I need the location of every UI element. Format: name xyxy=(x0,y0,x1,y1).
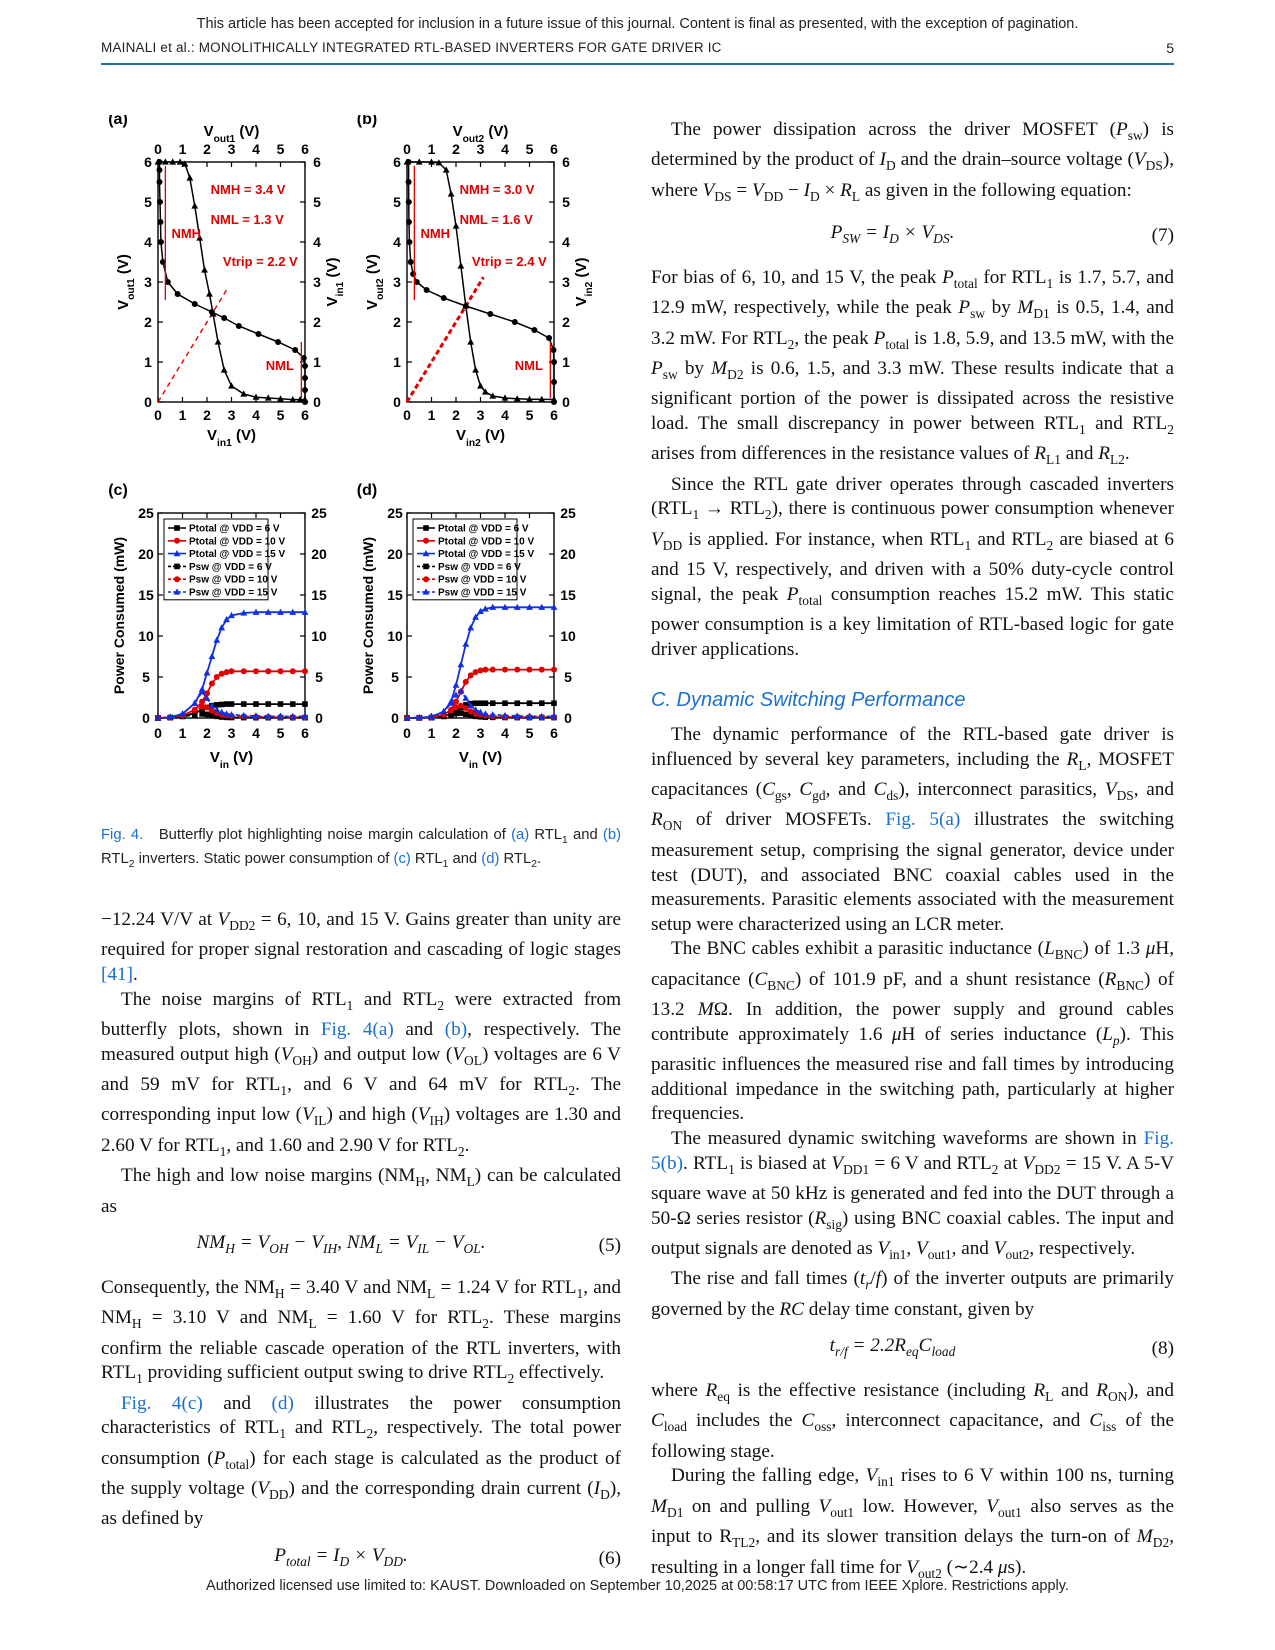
vtrip-value: Vtrip = 2.2 V xyxy=(222,254,298,269)
data-point xyxy=(156,179,162,185)
x-tick-label: 2 xyxy=(452,725,460,741)
x-tick-label: 3 xyxy=(476,725,485,741)
data-point xyxy=(241,701,247,707)
data-point xyxy=(253,701,259,707)
legend-marker xyxy=(423,538,429,544)
legend-label: Psw @ VDD = 6 V xyxy=(189,561,272,573)
data-point xyxy=(156,167,162,173)
y-tick-label: 3 xyxy=(313,274,321,290)
x-tick-label: 0 xyxy=(403,725,411,741)
data-point xyxy=(514,700,520,706)
y-tick-label: 0 xyxy=(313,394,321,410)
data-point xyxy=(448,190,455,196)
data-point xyxy=(215,338,222,344)
nml-value: NML = 1.6 V xyxy=(459,212,533,227)
data-point xyxy=(221,366,228,372)
y-tick-label: 1 xyxy=(393,354,401,370)
y-tick-label: 3 xyxy=(393,274,401,290)
data-point xyxy=(546,335,552,341)
panel-label: (c) xyxy=(108,482,128,499)
y-tick-label: 15 xyxy=(560,587,576,603)
data-point xyxy=(551,399,557,405)
x-axis-label: $V_{in}$ (V) xyxy=(209,749,254,771)
y-axis-label: $V_{out1}$ (V) xyxy=(115,254,137,310)
x-tick-label: 3 xyxy=(227,407,236,423)
data-point xyxy=(204,712,210,718)
data-point xyxy=(467,624,474,630)
x-tick-label: 4 xyxy=(501,141,509,157)
page-number: 5 xyxy=(1166,40,1174,56)
data-point xyxy=(468,672,474,678)
x-tick-label: 2 xyxy=(203,407,211,423)
data-point xyxy=(236,323,242,329)
data-point xyxy=(551,700,557,706)
x-tick-label: 5 xyxy=(276,141,285,157)
y-tick-label: 5 xyxy=(564,669,572,685)
footer-license: Authorized licensed use limited to: KAUST. Downloaded on September 10,2025 at 00:58:17 UTC from IEEE Xplore. Restrictions apply. xyxy=(206,1578,1069,1594)
y-tick-label: 20 xyxy=(311,546,327,562)
data-point xyxy=(482,667,488,673)
data-point xyxy=(406,159,412,165)
y-axis-label-right: $V_{in2}$ (V) xyxy=(573,257,595,307)
y-tick-label: 20 xyxy=(560,546,576,562)
legend-label: Psw @ VDD = 15 V xyxy=(438,587,527,599)
vtrip-value: Vtrip = 2.4 V xyxy=(471,254,547,269)
x-tick-label: 0 xyxy=(403,141,411,157)
legend-label: Psw @ VDD = 10 V xyxy=(438,574,527,586)
nmh-label: NMH xyxy=(420,226,451,241)
nmh-label: NMH xyxy=(171,226,202,241)
x-tick-label: 6 xyxy=(301,407,309,423)
data-point xyxy=(478,700,484,706)
x-tick-label: 0 xyxy=(403,407,411,423)
x-tick-label: 0 xyxy=(154,141,162,157)
acceptance-notice: This article has been accepted for inclusion in a future issue of this journal. Content is final as presented, with the exception of pagination. xyxy=(196,16,1079,32)
y-tick-label: 1 xyxy=(562,354,570,370)
paragraph: The measured dynamic switching waveforms are shown in Fig. 5(b). $RTL_1$ is biased at $V_{DD1} = 6$ V and $RTL_2$ at $V_{DD2} = 15$ V. A 5-V square wave at 50 kHz is generated and fed into the DUT through a 50-Ω series resistor $(R_{sig})$ using BNC coaxial cables. The input and output signals are denoted as $V_{in1}$, $V_{out1}$, and $V_{out2}$, respectively. xyxy=(651,1127,1174,1262)
data-point xyxy=(551,667,557,673)
data-point xyxy=(158,239,164,245)
y-tick-label: 2 xyxy=(144,314,152,330)
data-point xyxy=(514,667,520,673)
y-axis-label: Power Consumed (mW) xyxy=(111,536,127,695)
paragraph: −12.24 V/V at $V_{DD2} = 6$, 10, and 15 V. Gains greater than unity are required for proper signal restoration and cascading of logic stages [41]. xyxy=(101,909,621,986)
x-tick-label: 1 xyxy=(427,141,436,157)
y-tick-label: 0 xyxy=(562,394,570,410)
legend-label: Ptotal @ VDD = 6 V xyxy=(438,523,529,535)
data-point xyxy=(463,712,469,718)
x-tick-label: 6 xyxy=(550,725,558,741)
x-tick-label: 4 xyxy=(252,725,260,741)
data-point xyxy=(490,667,496,673)
x-tick-label: 1 xyxy=(178,407,187,423)
y-axis-label: $V_{out2}$ (V) xyxy=(364,254,386,310)
data-point xyxy=(453,222,460,228)
data-point xyxy=(551,347,557,353)
data-point xyxy=(229,668,235,674)
x-tick-label: 6 xyxy=(550,407,558,423)
data-point xyxy=(473,700,479,706)
data-point xyxy=(290,701,296,707)
data-point xyxy=(408,259,414,265)
data-point xyxy=(275,339,281,345)
data-point xyxy=(156,159,162,165)
legend-label: Ptotal @ VDD = 10 V xyxy=(189,536,286,548)
data-point xyxy=(502,667,508,673)
data-point xyxy=(551,359,557,365)
data-point xyxy=(157,219,163,225)
x-tick-label: 1 xyxy=(178,141,187,157)
data-point xyxy=(157,199,163,205)
figure-4 xyxy=(101,115,621,820)
y-tick-label: 0 xyxy=(142,710,150,726)
y-tick-label: 5 xyxy=(393,194,401,210)
legend-marker xyxy=(423,564,429,570)
y-tick-label: 6 xyxy=(144,154,152,170)
equation-5: $NM_H = V_{OH} - V_{IH}$, $NM_L = V_{IL} - V_{OL}$. (5) xyxy=(196,1232,621,1257)
x-tick-label: 5 xyxy=(276,725,285,741)
data-point xyxy=(302,387,308,393)
y-tick-label: 1 xyxy=(313,354,321,370)
data-point xyxy=(527,667,533,673)
data-point xyxy=(477,382,484,388)
x-tick-label: 6 xyxy=(301,725,309,741)
legend-marker xyxy=(174,564,180,570)
x-tick-label: 5 xyxy=(525,407,534,423)
data-point xyxy=(192,301,198,307)
x-tick-label: 2 xyxy=(452,407,460,423)
y-tick-label: 25 xyxy=(311,505,327,521)
y-tick-label: 15 xyxy=(387,587,403,603)
data-point xyxy=(302,363,308,369)
nml-label: NML xyxy=(514,358,543,373)
data-point xyxy=(265,668,271,674)
data-point xyxy=(191,202,198,208)
x-tick-label: 5 xyxy=(525,141,534,157)
paragraph: Fig. 4(c) and (d) illustrates the power consumption characteristics of $RTL_1$ and $RTL_2$, respectively. The total power consumption $(P_{total})$ for each stage is calculated as the product of the supply voltage $(V_{DD})$ and the corresponding drain current $(I_D)$, as defined by xyxy=(101,1392,621,1530)
data-point xyxy=(219,702,225,708)
x-tick-label: 4 xyxy=(501,407,509,423)
x-tick-label: 5 xyxy=(276,407,285,423)
legend-marker xyxy=(423,525,429,531)
y-tick-label: 5 xyxy=(391,669,399,685)
data-point xyxy=(406,179,412,185)
x-tick-label: 3 xyxy=(227,725,236,741)
data-point xyxy=(441,295,447,301)
data-point xyxy=(463,303,469,309)
data-point xyxy=(192,708,198,714)
legend-label: Ptotal @ VDD = 6 V xyxy=(189,523,280,535)
nmh-value: NMH = 3.0 V xyxy=(459,182,535,197)
paragraph: Consequently, the $NM_H = 3.40$ V and $NM_L = 1.24$ V for $RTL_1$, and $NM_H = 3.10$ V and $NM_L = 1.60$ V for $RTL_2$. These margins confirm the reliable cascade operation of the RTL inverters, with $RTL_1$ providing sufficient output swing to drive $RTL_2$ effectively. xyxy=(101,1276,621,1387)
legend-label: Ptotal @ VDD = 10 V xyxy=(438,536,535,548)
data-point xyxy=(201,266,208,272)
data-point xyxy=(551,379,557,385)
data-point xyxy=(240,390,247,396)
y-tick-label: 25 xyxy=(560,505,576,521)
legend-label: Ptotal @ VDD = 15 V xyxy=(189,549,286,561)
data-point xyxy=(290,668,296,674)
data-point xyxy=(214,674,220,680)
running-title: MAINALI et al.: MONOLITHICALLY INTEGRATED RTL-BASED INVERTERS FOR GATE DRIVER IC xyxy=(101,40,722,55)
data-point xyxy=(221,315,227,321)
y-tick-label: 15 xyxy=(311,587,327,603)
y-tick-label: 10 xyxy=(311,628,327,644)
y-tick-label: 0 xyxy=(391,710,399,726)
data-point xyxy=(209,653,216,659)
y-tick-label: 5 xyxy=(144,194,152,210)
data-point xyxy=(199,711,205,717)
y-tick-label: 25 xyxy=(387,505,403,521)
y-tick-label: 5 xyxy=(313,194,321,210)
legend-marker xyxy=(423,576,429,582)
data-point xyxy=(206,290,213,296)
x-tick-label: 0 xyxy=(154,725,162,741)
x-tick-label: 1 xyxy=(178,725,187,741)
y-tick-label: 2 xyxy=(562,314,570,330)
data-point xyxy=(467,338,474,344)
header-rule xyxy=(101,63,1174,65)
figure-4-svg xyxy=(101,115,621,815)
section-heading: C. Dynamic Switching Performance xyxy=(651,689,966,712)
x-tick-label: 5 xyxy=(525,725,534,741)
legend-marker xyxy=(174,576,180,582)
data-point xyxy=(302,668,308,674)
y-tick-label: 10 xyxy=(138,628,154,644)
data-point xyxy=(265,701,271,707)
x-tick-label: 1 xyxy=(427,725,436,741)
x-tick-label: 3 xyxy=(227,141,236,157)
y-tick-label: 1 xyxy=(144,354,152,370)
data-point xyxy=(489,711,496,717)
data-point xyxy=(406,239,412,245)
x-axis-label: $V_{in1}$ (V) xyxy=(207,427,256,449)
data-point xyxy=(302,701,308,707)
x-axis-label: $V_{in2}$ (V) xyxy=(456,427,505,449)
paragraph: For bias of 6, 10, and 15 V, the peak $P_{total}$ for $RTL_1$ is 1.7, 5.7, and 12.9 mW, respectively, while the peak $P_{sw}$ by $M_{D1}$ is 0.5, 1.4, and 3.2 mW. For $RTL_2$, the peak $P_{total}$ is 1.8, 5.9, and 13.5 mW, with the $P_{sw}$ by $M_{D2}$ is 0.6, 1.5, and 3.3 mW. These results indicate that a significant portion of the power is dissipated across the resistive load. The small discrepancy in power between $RTL_1$ and $RTL_2$ arises from differences in the resistance values of $R_{L1}$ and $R_{L2}$. xyxy=(651,266,1174,468)
y-tick-label: 5 xyxy=(142,669,150,685)
x-tick-label: 4 xyxy=(252,407,260,423)
y-tick-label: 15 xyxy=(138,587,154,603)
y-axis-label-right: $V_{in1}$ (V) xyxy=(324,257,346,307)
y-tick-label: 3 xyxy=(562,274,570,290)
y-tick-label: 0 xyxy=(393,394,401,410)
data-point xyxy=(512,319,518,325)
data-point xyxy=(406,199,412,205)
x-axis-label: $V_{in}$ (V) xyxy=(458,749,503,771)
paragraph: The power dissipation across the driver MOSFET $(P_{sw})$ is determined by the product of $I_D$ and the drain–source voltage $(V_{DS})$, where $V_{DS} = V_{DD} - I_D \times R_L$ as given in the following equation: xyxy=(651,119,1175,204)
y-tick-label: 0 xyxy=(144,394,152,410)
data-point xyxy=(213,637,220,643)
data-point xyxy=(502,700,508,706)
legend-label: Ptotal @ VDD = 15 V xyxy=(438,549,535,561)
x-tick-label: 1 xyxy=(427,407,436,423)
data-point xyxy=(458,661,465,667)
x-tick-label: 0 xyxy=(154,407,162,423)
data-point xyxy=(302,375,308,381)
top-axis-label: $V_{out1}$ (V) xyxy=(203,123,260,145)
x-tick-label: 2 xyxy=(452,141,460,157)
y-tick-label: 4 xyxy=(393,234,401,250)
nmh-value: NMH = 3.4 V xyxy=(210,182,286,197)
data-point xyxy=(278,668,284,674)
paragraph: During the falling edge, $V_{in1}$ rises to 6 V within 100 ns, turning $M_{D1}$ on and pulling $V_{out1}$ low. However, $V_{out1}$ also serves as the input to $R_{TL2}$, and its slower transition delays the turn-on of $M_{D2}$, resulting in a longer fall time for $V_{out2}$ (∼2.4 μs). xyxy=(651,1465,1174,1581)
panel-label: (b) xyxy=(356,115,378,128)
data-point xyxy=(406,219,412,225)
data-point xyxy=(229,701,235,707)
data-point xyxy=(424,287,430,293)
data-point xyxy=(462,641,469,647)
data-point xyxy=(255,331,261,337)
data-point xyxy=(539,700,545,706)
legend-label: Psw @ VDD = 6 V xyxy=(438,561,521,573)
x-tick-label: 6 xyxy=(550,141,558,157)
data-point xyxy=(302,399,308,405)
legend-marker xyxy=(174,538,180,544)
y-tick-label: 20 xyxy=(138,546,154,562)
y-tick-label: 5 xyxy=(315,669,323,685)
legend-label: Psw @ VDD = 10 V xyxy=(189,574,278,586)
y-tick-label: 5 xyxy=(562,194,570,210)
data-point xyxy=(453,711,459,717)
caption-label: Fig. 4. xyxy=(101,827,144,843)
data-point xyxy=(410,271,416,277)
data-point xyxy=(453,682,460,688)
legend-marker xyxy=(174,525,180,531)
equation-8: $t_{r/f} = 2.2R_{eq}C_{load}$ (8) xyxy=(829,1335,1174,1360)
data-point xyxy=(490,700,496,706)
y-tick-label: 20 xyxy=(387,546,403,562)
data-point xyxy=(228,382,235,388)
nml-label: NML xyxy=(265,358,294,373)
legend-label: Psw @ VDD = 15 V xyxy=(189,587,278,599)
top-axis-label: $V_{out2}$ (V) xyxy=(452,123,509,145)
paragraph: Since the RTL gate driver operates through cascaded inverters $(RTL_1 \to RTL_2)$, there is continuous power consumption whenever $V_{DD}$ is applied. For instance, when $RTL_1$ and $RTL_2$ are biased at 6 and 15 V, respectively, and driven with a 50% duty-cycle control signal, the peak $P_{total}$ consumption reaches 15.2 mW. This static power consumption is a key limitation of RTL-based logic for gate driver applications. xyxy=(651,473,1174,660)
data-point xyxy=(278,701,284,707)
panel-label: (a) xyxy=(108,115,128,128)
series-line xyxy=(158,671,305,718)
data-point xyxy=(531,327,537,333)
data-point xyxy=(224,701,230,707)
y-tick-label: 4 xyxy=(562,234,570,250)
data-point xyxy=(483,700,489,706)
y-tick-label: 25 xyxy=(138,505,154,521)
data-point xyxy=(472,366,479,372)
figure-caption: Fig. 4. Butterfly plot highlighting noise margin calculation of (a) $RTL_1$ and (b) $RTL_2$ inverters. Static power consumption of (c) $RTL_1$ and (d) $RTL_2$. xyxy=(101,827,621,870)
y-tick-label: 3 xyxy=(144,274,152,290)
paragraph: The high and low noise margins ($NM_H$, $NM_L$) can be calculated as xyxy=(101,1165,622,1217)
paragraph: The dynamic performance of the RTL-based gate driver is influenced by several key parameters, including the $R_L$, MOSFET capacitances ($C_{gs}$, $C_{gd}$, and $C_{ds}$), interconnect parasitics, $V_{DS}$, and $R_{ON}$ of driver MOSFETs. Fig. 5(a) illustrates the switching measurement setup, comprising the signal generator, device under test (DUT), and associated BNC coaxial cables used in the measurements. Parasitic elements associated with the measurement setup were characterized using an LCR meter. xyxy=(651,724,1174,935)
data-point xyxy=(204,669,211,675)
y-tick-label: 6 xyxy=(562,154,570,170)
x-tick-label: 3 xyxy=(476,407,485,423)
y-tick-label: 0 xyxy=(564,710,572,726)
data-point xyxy=(175,291,181,297)
data-point xyxy=(253,668,259,674)
data-point xyxy=(487,311,493,317)
right-column xyxy=(651,118,1174,1586)
y-tick-label: 6 xyxy=(313,154,321,170)
y-tick-label: 2 xyxy=(313,314,321,330)
y-tick-label: 6 xyxy=(393,154,401,170)
nml-value: NML = 1.3 V xyxy=(210,212,284,227)
paragraph: The BNC cables exhibit a parasitic inductance $(L_{BNC})$ of 1.3 μH, capacitance $(C_{BNC})$ of 101.9 pF, and a shunt resistance $(R_{BNC})$ of 13.2 MΩ. In addition, the power supply and ground cables contribute approximately 1.6 μH of series inductance $(L_p)$. This parasitic influences the measured rise and fall times by introducing additional impedance in the switching path, particularly at higher frequencies. xyxy=(651,938,1175,1125)
y-tick-label: 0 xyxy=(315,710,323,726)
paragraph: The rise and fall times $(t_r/f)$ of the inverter outputs are primarily governed by the RC delay time constant, given by xyxy=(651,1268,1174,1320)
data-point xyxy=(448,708,454,714)
data-point xyxy=(527,700,533,706)
y-tick-label: 4 xyxy=(313,234,321,250)
paragraph: where $R_{eq}$ is the effective resistance (including $R_L$ and $R_{ON}$), and $C_{load}$ includes the $C_{oss}$, interconnect capacitance, and $C_{iss}$ of the following stage. xyxy=(651,1379,1174,1462)
x-tick-label: 6 xyxy=(301,141,309,157)
data-point xyxy=(458,710,464,716)
x-tick-label: 2 xyxy=(203,141,211,157)
x-tick-label: 4 xyxy=(252,141,260,157)
data-point xyxy=(463,679,469,685)
paragraph: The noise margins of $RTL_1$ and $RTL_2$ were extracted from butterfly plots, shown in Fig. 4(a) and (b), respectively. The measured output high $(V_{OH})$ and output low $(V_{OL})$ voltages are 6 V and 59 mV for $RTL_1$, and 6 V and 64 mV for $RTL_2$. The corresponding input low $(V_{IL})$ and high $(V_{IH})$ voltages are 1.30 and 2.60 V for $RTL_1$, and 1.60 and 2.90 V for $RTL_2$. xyxy=(101,988,621,1159)
y-tick-label: 4 xyxy=(144,234,152,250)
x-tick-label: 2 xyxy=(203,725,211,741)
left-column xyxy=(101,908,621,1588)
data-point xyxy=(209,681,215,687)
y-tick-label: 2 xyxy=(393,314,401,330)
data-point xyxy=(186,174,193,180)
equation-7: $P_{SW} = I_D \times V_{DS}$. (7) xyxy=(830,222,1174,247)
y-tick-label: 10 xyxy=(560,628,576,644)
y-tick-label: 10 xyxy=(387,628,403,644)
data-point xyxy=(241,668,247,674)
data-point xyxy=(458,262,465,268)
equation-6: $P_{total} = I_D \times V_{DD}$. (6) xyxy=(274,1545,621,1569)
y-axis-label: Power Consumed (mW) xyxy=(360,536,376,695)
x-tick-label: 3 xyxy=(476,141,485,157)
panel-label: (d) xyxy=(356,482,378,499)
data-point xyxy=(539,667,545,673)
data-point xyxy=(292,347,298,353)
data-point xyxy=(209,309,215,315)
x-tick-label: 4 xyxy=(501,725,509,741)
